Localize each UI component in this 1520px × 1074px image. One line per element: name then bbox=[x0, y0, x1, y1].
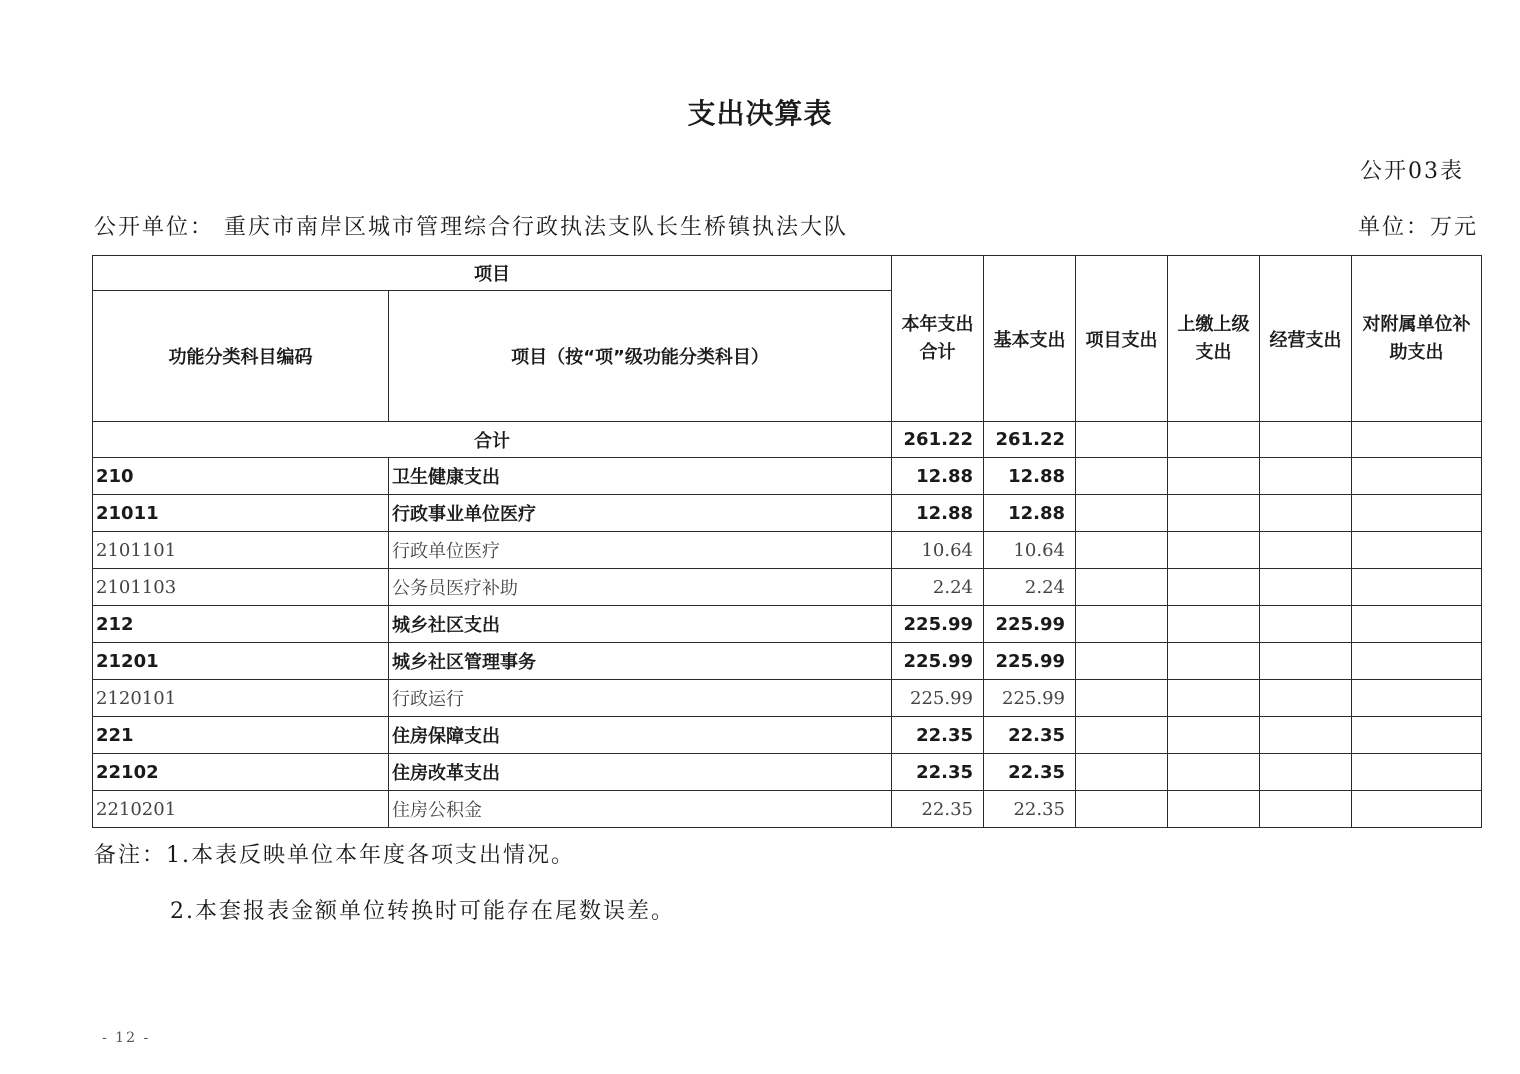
row-business bbox=[1260, 458, 1352, 495]
row-code: 22102 bbox=[93, 754, 389, 791]
row-project-exp bbox=[1076, 643, 1168, 680]
row-total: 225.99 bbox=[892, 643, 984, 680]
row-subsidy bbox=[1352, 532, 1482, 569]
row-code: 221 bbox=[93, 717, 389, 754]
row-total: 225.99 bbox=[892, 606, 984, 643]
row-name: 城乡社区管理事务 bbox=[389, 643, 892, 680]
row-business bbox=[1260, 606, 1352, 643]
table-row bbox=[93, 754, 1482, 791]
header-business: 经营支出 bbox=[1260, 256, 1352, 422]
row-name: 住房保障支出 bbox=[389, 717, 892, 754]
row-project-exp bbox=[1076, 495, 1168, 532]
row-project-exp bbox=[1076, 458, 1168, 495]
row-total: 22.35 bbox=[892, 754, 984, 791]
row-code: 2120101 bbox=[93, 680, 389, 717]
header-project: 项目 bbox=[93, 256, 892, 291]
row-subsidy bbox=[1352, 717, 1482, 754]
row-project-exp bbox=[1076, 532, 1168, 569]
note-1: 备注：1.本表反映单位本年度各项支出情况。 bbox=[94, 843, 575, 868]
row-project-exp bbox=[1076, 569, 1168, 606]
row-basic: 225.99 bbox=[984, 643, 1076, 680]
row-upper bbox=[1168, 495, 1260, 532]
table-row bbox=[93, 791, 1482, 828]
page-title: 支出决算表 bbox=[687, 97, 833, 130]
row-basic: 12.88 bbox=[984, 458, 1076, 495]
header-subsidy: 对附属单位补助支出 bbox=[1352, 256, 1482, 422]
row-code: 210 bbox=[93, 458, 389, 495]
row-code: 21201 bbox=[93, 643, 389, 680]
row-upper bbox=[1168, 532, 1260, 569]
note-2: 2.本套报表金额单位转换时可能存在尾数误差。 bbox=[170, 899, 675, 924]
header-project-expenditure: 项目支出 bbox=[1076, 256, 1168, 422]
row-name: 住房公积金 bbox=[389, 791, 892, 828]
row-business bbox=[1260, 495, 1352, 532]
row-business bbox=[1260, 791, 1352, 828]
row-name: 行政事业单位医疗 bbox=[389, 495, 892, 532]
row-subsidy bbox=[1352, 791, 1482, 828]
row-business bbox=[1260, 717, 1352, 754]
row-code: 2101103 bbox=[93, 569, 389, 606]
row-upper bbox=[1168, 791, 1260, 828]
table-row bbox=[93, 569, 1482, 606]
header-code: 功能分类科目编码 bbox=[93, 291, 389, 422]
row-upper bbox=[1168, 643, 1260, 680]
table-row-total bbox=[93, 422, 1482, 458]
row-subsidy bbox=[1352, 495, 1482, 532]
row-project-exp bbox=[1076, 606, 1168, 643]
header-total: 本年支出合计 bbox=[892, 256, 984, 422]
row-project-exp bbox=[1076, 680, 1168, 717]
row-basic: 22.35 bbox=[984, 717, 1076, 754]
row-business bbox=[1260, 680, 1352, 717]
reporting-unit-name: 重庆市南岸区城市管理综合行政执法支队长生桥镇执法大队 bbox=[224, 215, 849, 240]
row-upper bbox=[1168, 717, 1260, 754]
row-name: 城乡社区支出 bbox=[389, 606, 892, 643]
row-total: 225.99 bbox=[892, 680, 984, 717]
row-project-exp bbox=[1076, 791, 1168, 828]
row-basic: 22.35 bbox=[984, 754, 1076, 791]
row-code: 2210201 bbox=[93, 791, 389, 828]
row-total: 22.35 bbox=[892, 791, 984, 828]
header-name: 项目（按“项”级功能分类科目） bbox=[389, 291, 892, 422]
row-basic: 225.99 bbox=[984, 606, 1076, 643]
unit-info-row bbox=[94, 210, 1478, 244]
row-name: 公务员医疗补助 bbox=[389, 569, 892, 606]
table-row bbox=[93, 495, 1482, 532]
row-total: 2.24 bbox=[892, 569, 984, 606]
row-basic: 2.24 bbox=[984, 569, 1076, 606]
header-basic: 基本支出 bbox=[984, 256, 1076, 422]
row-project-exp bbox=[1076, 754, 1168, 791]
row-subsidy bbox=[1352, 643, 1482, 680]
row-subsidy bbox=[1352, 458, 1482, 495]
total-basic: 261.22 bbox=[984, 422, 1076, 458]
row-business bbox=[1260, 569, 1352, 606]
table-row bbox=[93, 458, 1482, 495]
row-subsidy bbox=[1352, 754, 1482, 791]
row-basic: 12.88 bbox=[984, 495, 1076, 532]
row-code: 21011 bbox=[93, 495, 389, 532]
row-code: 2101101 bbox=[93, 532, 389, 569]
row-name: 行政运行 bbox=[389, 680, 892, 717]
row-subsidy bbox=[1352, 680, 1482, 717]
row-upper bbox=[1168, 680, 1260, 717]
table-body bbox=[93, 458, 1482, 828]
row-upper bbox=[1168, 569, 1260, 606]
row-total: 12.88 bbox=[892, 495, 984, 532]
total-amount: 261.22 bbox=[892, 422, 984, 458]
row-project-exp bbox=[1076, 717, 1168, 754]
table-row bbox=[93, 606, 1482, 643]
row-upper bbox=[1168, 754, 1260, 791]
header-upper-level: 上缴上级支出 bbox=[1168, 256, 1260, 422]
row-subsidy bbox=[1352, 606, 1482, 643]
row-total: 10.64 bbox=[892, 532, 984, 569]
table-row bbox=[93, 680, 1482, 717]
row-name: 行政单位医疗 bbox=[389, 532, 892, 569]
row-upper bbox=[1168, 606, 1260, 643]
row-business bbox=[1260, 754, 1352, 791]
page-number: - 12 - bbox=[102, 1030, 151, 1046]
table-row bbox=[93, 532, 1482, 569]
total-label: 合计 bbox=[93, 422, 892, 458]
table-row bbox=[93, 717, 1482, 754]
row-subsidy bbox=[1352, 569, 1482, 606]
expenditure-table bbox=[92, 255, 1482, 828]
row-basic: 22.35 bbox=[984, 791, 1076, 828]
row-total: 22.35 bbox=[892, 717, 984, 754]
row-name: 住房改革支出 bbox=[389, 754, 892, 791]
currency-unit: 单位：万元 bbox=[1357, 215, 1478, 240]
row-name: 卫生健康支出 bbox=[389, 458, 892, 495]
row-code: 212 bbox=[93, 606, 389, 643]
row-basic: 225.99 bbox=[984, 680, 1076, 717]
row-upper bbox=[1168, 458, 1260, 495]
row-business bbox=[1260, 532, 1352, 569]
reporting-unit-label: 公开单位： bbox=[94, 215, 215, 240]
row-basic: 10.64 bbox=[984, 532, 1076, 569]
reporting-unit bbox=[94, 210, 848, 241]
row-business bbox=[1260, 643, 1352, 680]
row-total: 12.88 bbox=[892, 458, 984, 495]
table-row bbox=[93, 643, 1482, 680]
table-number: 公开03表 bbox=[1360, 159, 1464, 184]
